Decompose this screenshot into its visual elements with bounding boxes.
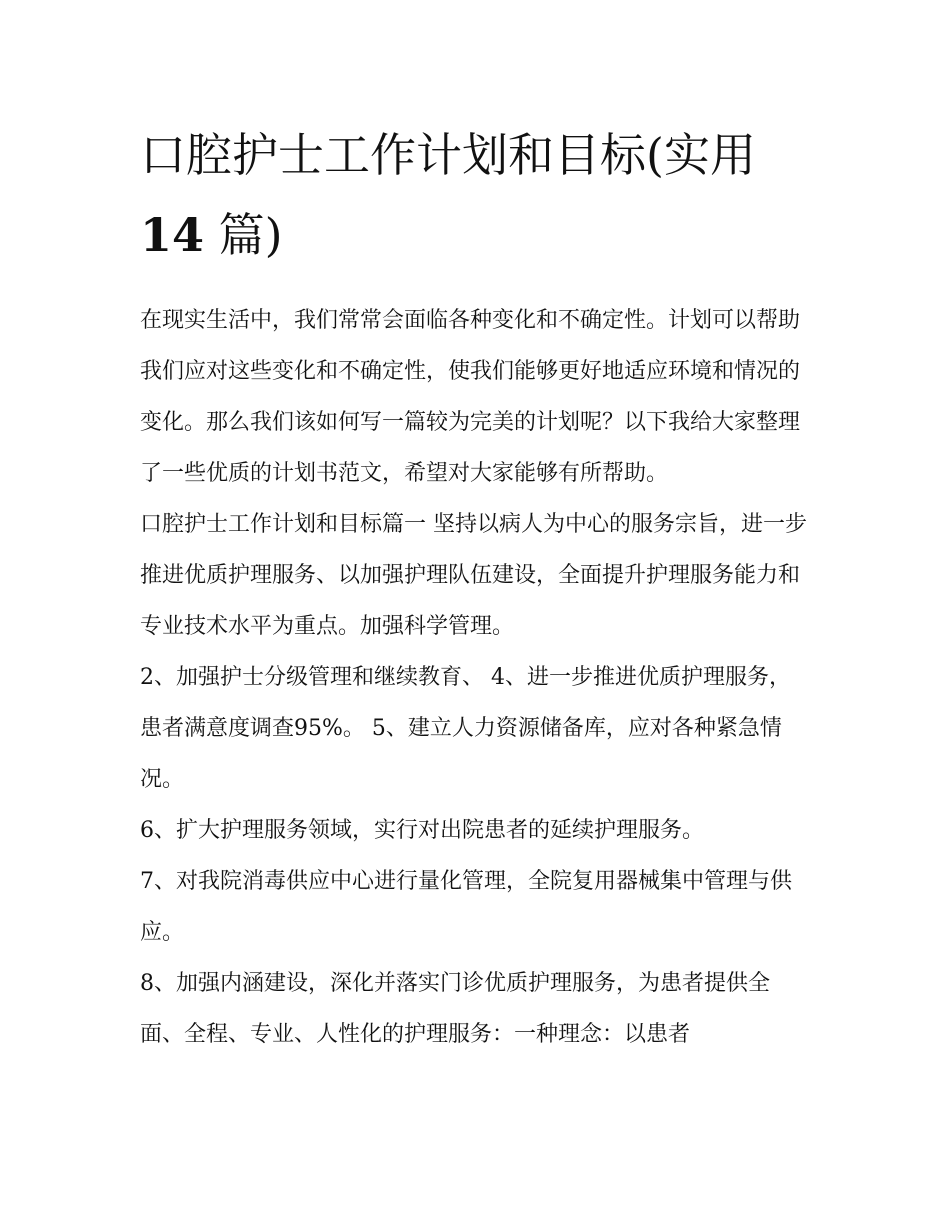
paragraph-intro: 在现实生活中，我们常常会面临各种变化和不确定性。计划可以帮助我们应对这些变化和不确定性，使我们能够更好地适应环境和情况的变化。那么我们该如何写一篇较为完美的计划呢？以下我给大家整理了一些优质的计划书范文，希望对大家能够有所帮助。	[140, 308, 801, 486]
document-body	[140, 295, 812, 1060]
paragraph-item-7: 7、对我院消毒供应中心进行量化管理，全院复用器械集中管理与供应。	[140, 869, 792, 945]
title-main: 口腔护士工作计划和目标(实用	[140, 128, 756, 182]
paragraph-section-one: 口腔护士工作计划和目标篇一 坚持以病人为中心的服务宗旨，进一步推进优质护理服务、以加强护理队伍建设，全面提升护理服务能力和专业技术水平为重点。加强科学管理。	[140, 512, 807, 639]
document-title	[140, 115, 812, 275]
paragraph-item-8: 8、加强内涵建设，深化并落实门诊优质护理服务，为患者提供全面、全程、专业、人性化的护理服务：一种理念：以患者	[140, 971, 770, 1047]
title-suffix: 篇)	[204, 208, 283, 262]
paragraph-item-2-4-5: 2、加强护士分级管理和继续教育、 4、进一步推进优质护理服务，患者满意度调查95%。 5、建立人力资源储备库，应对各种紧急情况。	[140, 665, 791, 792]
title-number: 14	[140, 208, 205, 262]
document-page	[140, 115, 812, 1060]
paragraph-item-6: 6、扩大护理服务领域，实行对出院患者的延续护理服务。	[140, 818, 704, 843]
